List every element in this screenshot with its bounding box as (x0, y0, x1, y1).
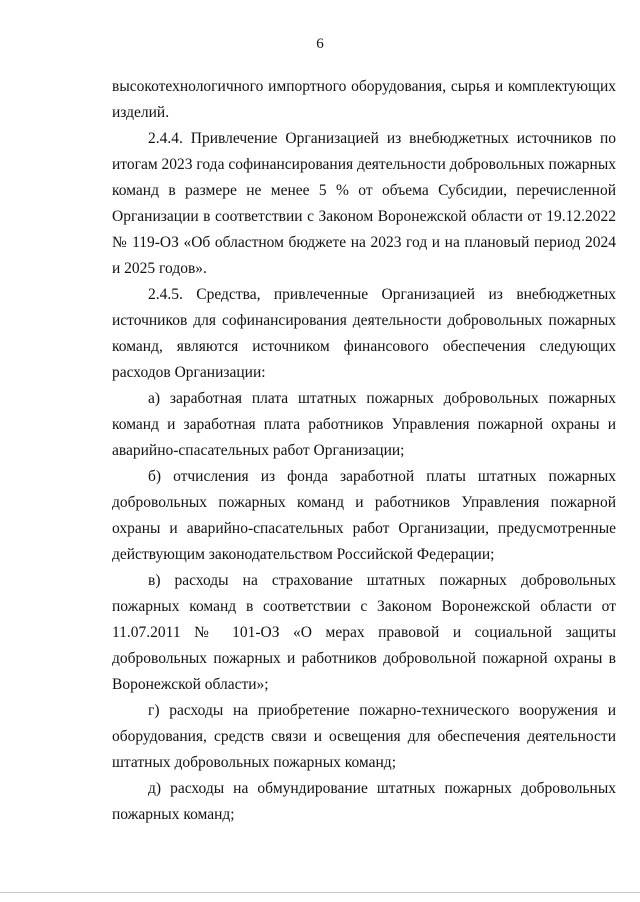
paragraph-clause-2-4-4: 2.4.4. Привлечение Организацией из внебюджетных источников по итогам 2023 года софинансирования деятельности добровольных пожарных команд в размере не менее 5 % от объема Субсидии, перечисленной Организации в соответствии с Законом Воронежской области от 19.12.2022 № 119-ОЗ «Об областном бюджете на 2023 год и на плановый период 2024 и 2025 годов». (112, 130, 617, 277)
paragraph-continuation: высокотехнологичного импортного оборудования, сырья и комплектующих изделий. (112, 78, 616, 121)
list-item-b: б) отчисления из фонда заработной платы штатных пожарных добровольных пожарных команд и работников Управления пожарной охраны и аварийно-спасательных работ Организации, предусмотренные действующим законодательством Российской Федерации; (112, 468, 616, 563)
list-item-d: д) расходы на обмундирование штатных пожарных добровольных пожарных команд; (112, 780, 616, 823)
page-number: 6 (316, 36, 324, 52)
list-item-v: в) расходы на страхование штатных пожарных добровольных пожарных команд в соответствии с Законом Воронежской области от 11.07.2011 № 101-ОЗ «О мерах правовой и социальной защиты добровольных пожарных и работников добровольной пожарной охраны в Воронежской области»; (112, 572, 616, 693)
list-item-g: г) расходы на приобретение пожарно-технического вооружения и оборудования, средств связи и освещения для обеспечения деятельности штатных добровольных пожарных команд; (112, 702, 616, 771)
document-body (112, 74, 616, 828)
page-bottom-edge (0, 892, 640, 893)
paragraph-clause-2-4-5: 2.4.5. Средства, привлеченные Организацией из внебюджетных источников для софинансирования деятельности добровольных пожарных команд, являются источником финансового обеспечения следующих расходов Организации: (112, 286, 616, 381)
list-item-a: а) заработная плата штатных пожарных добровольных пожарных команд и заработная плата работников Управления пожарной охраны и аварийно-спасательных работ Организации; (112, 390, 616, 459)
